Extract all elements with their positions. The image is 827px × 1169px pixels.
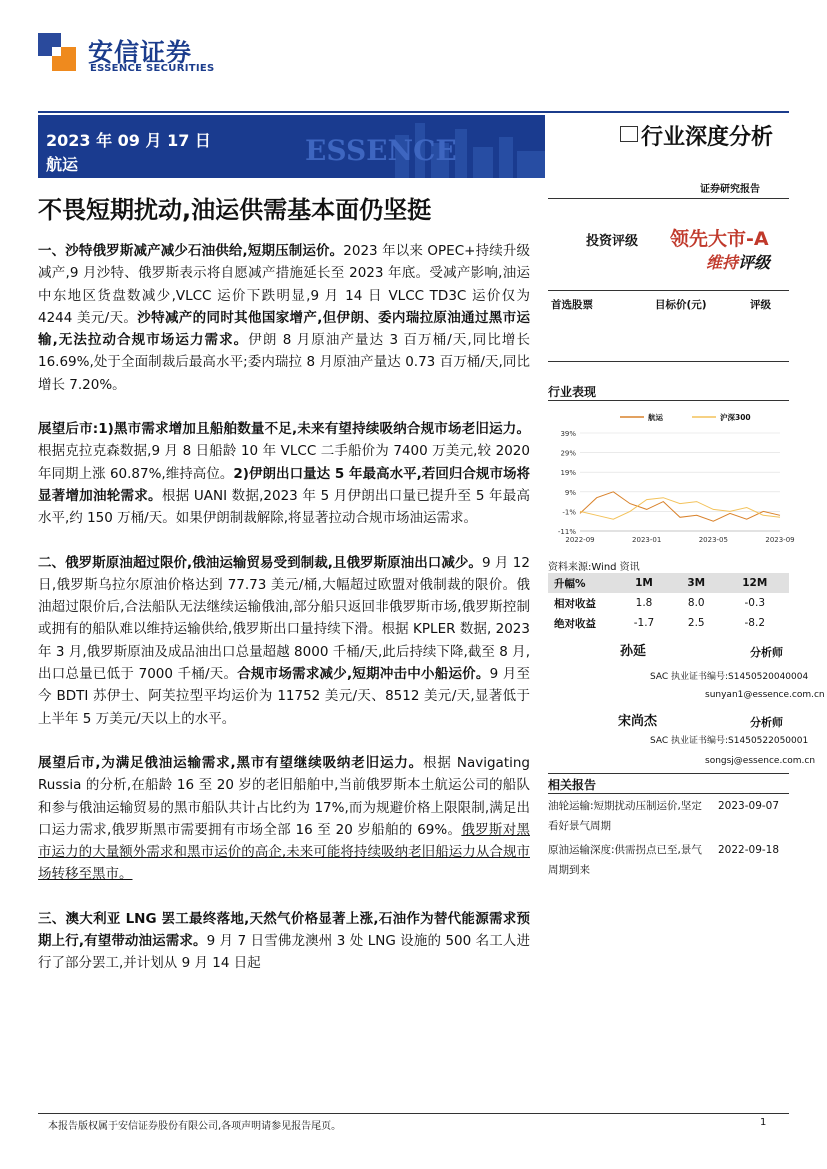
rating-status — [706, 250, 770, 273]
chart-series-line — [580, 492, 780, 521]
industry-performance-title: 行业表现 — [548, 385, 597, 399]
chart-y-tick-label: 29% — [560, 449, 576, 458]
perf-head-2: 3M — [672, 573, 721, 593]
legend-label: 沪深300 — [720, 413, 751, 422]
perf-row-label: 相对收益 — [554, 597, 596, 610]
paragraph-3 — [38, 552, 530, 730]
report-title: 不畏短期扰动,油运供需基本面仍坚挺 — [38, 196, 432, 224]
perf-head-0: 升幅% — [548, 573, 616, 593]
report-type-label: 行业深度分析 — [641, 125, 774, 150]
footer-rule — [38, 1113, 789, 1114]
essence-logo-icon — [38, 33, 76, 71]
paragraph-1 — [38, 240, 530, 396]
report-type — [620, 120, 773, 151]
perf-cell: 8.0 — [687, 597, 705, 609]
related-report-1-date: 2023-09-07 — [718, 800, 780, 812]
analyst-2-name: 宋尚杰 — [618, 714, 658, 729]
logo-text-en: ESSENCE SECURITIES — [90, 63, 215, 74]
performance-header-row — [548, 573, 789, 593]
chart-y-tick-label: 19% — [560, 469, 576, 478]
report-sector: 航运 — [46, 155, 79, 174]
city-skyline-icon — [245, 115, 545, 178]
chart-series — [580, 492, 780, 521]
p3-bold-2: 合规市场需求减少,短期冲击中小船运价。 — [237, 666, 490, 683]
chart-x-tick-label: 2023-05 — [698, 536, 728, 544]
header-rule — [38, 111, 789, 113]
chart-icon — [620, 126, 638, 142]
related-rule-top — [548, 773, 789, 774]
paragraph-2 — [38, 418, 530, 529]
p3-text-1: 9 月 12 日,俄罗斯乌拉尔原油价格达到 77.73 美元/桶,大幅超过欧盟对俄制裁的限价。俄油超过限价后,合法船队无法继续运输俄油,部分船只返回非俄罗斯市场,俄罗斯控制或拥有的船队难以维持运输供给,俄罗斯出口量持续下滑。根据 KPLER 数据, 2023 年 3 月,俄罗斯原油及成品油出口总量超越 8000 千桶/天,此后持续下降,截至 8 月,出口总量已低于 7000 千桶/天。 — [38, 554, 530, 683]
table-row — [548, 613, 789, 633]
p1-bold-1: 一、沙特俄罗斯减产减少石油供给,短期压制运价。 — [38, 243, 344, 259]
chart-y-tick-label: 9% — [564, 488, 576, 497]
perf-cell: -0.3 — [744, 597, 766, 609]
related-reports-title: 相关报告 — [548, 778, 597, 792]
perf-head-1: 1M — [616, 573, 672, 593]
chart-x-tick-label: 2023-09 — [765, 536, 795, 544]
related-report-1-title[interactable]: 油轮运输:短期扰动压制运价,坚定看好景气周期 — [548, 800, 702, 832]
chart-y-tick-label: -11% — [557, 528, 576, 536]
related-report-2-title[interactable]: 原油运输深度:供需拐点已至,景气周期到来 — [548, 844, 702, 876]
analyst-1-name: 孙延 — [620, 644, 647, 659]
stock-rule-top — [548, 290, 789, 291]
legend-label: 航运 — [648, 413, 663, 422]
p2-bold-2: 2)伊朗出口量达 5 年最高水平,若回归合规市场将显著增加油轮需求。 — [38, 465, 531, 504]
stock-rule-bottom — [548, 361, 789, 362]
analyst-1-role: 分析师 — [750, 646, 783, 659]
banner-watermark: ESSENCE — [305, 134, 457, 167]
chart-y-tick-label: -1% — [562, 508, 576, 517]
perf-row-label: 绝对收益 — [554, 617, 596, 630]
title-rule — [548, 198, 789, 199]
perf-rule — [548, 400, 789, 401]
stock-header-rating: 评级 — [750, 299, 771, 311]
rating-maintain: 维持 — [706, 253, 739, 272]
p2-bold-1: 1)黑市需求增加且船舶数量不足,未来有望持续吸纳合规市场老旧运力。 — [98, 421, 530, 438]
p2-lead: 展望后市: — [38, 421, 99, 438]
p1-text-1: 2023 年以来 OPEC+持续升级减产,9 月沙特、俄罗斯表示将自愿减产措施延长至 2023 年底。受减产影响,油运中东地区货盘数减少,VLCC 运价下跌明显,9 月 14 日 VLCC TD3C 运价仅为 4244 美元/天。 — [38, 243, 530, 326]
related-report-2-date: 2022-09-18 — [718, 844, 780, 856]
industry-performance-chart — [548, 403, 795, 553]
stock-header-target: 目标价(元) — [655, 299, 707, 311]
p4-underlined: 俄罗斯对黑市运力的大量额外需求和黑市运价的高企,未来可能将持续吸纳老旧船运力从合规市场转移至黑市。 — [38, 821, 530, 883]
rating-word: 评级 — [738, 253, 771, 272]
paragraph-4 — [38, 752, 530, 886]
p2-text-2: 根据 UANI 数据,2023 年 5 月伊朗出口量已提升至 5 年最高水平,约 150 万桶/天。如果伊朗制裁解除,将显著拉动合规市场油运需求。 — [38, 487, 531, 527]
chart-series-line — [580, 498, 780, 520]
chart-source: 资料来源:Wind 资讯 — [548, 562, 640, 573]
p5-bold-1: 三、澳大利亚 LNG 罢工最终落地,天然气价格显著上涨,石油作为替代能源需求预期上行,有望带动油运需求。 — [38, 910, 530, 950]
table-row — [548, 593, 789, 613]
chart-legend — [620, 412, 751, 422]
perf-cell: 2.5 — [687, 617, 705, 629]
chart-grid — [580, 433, 780, 531]
p2-text-1: 根据克拉克森数据,9 月 8 日船龄 10 年 VLCC 二手船价为 7400 万美元,较 2020 年同期上涨 60.87%,维持高位。 — [38, 443, 530, 482]
perf-cell: -1.7 — [633, 617, 655, 629]
perf-head-3: 12M — [721, 573, 789, 593]
report-category: 证券研究报告 — [700, 184, 760, 195]
related-rule-bottom — [548, 793, 789, 794]
performance-table — [548, 573, 789, 633]
rating-label: 投资评级 — [586, 234, 639, 249]
logo-text-cn: 安信证券 — [88, 38, 193, 67]
p3-text-2: 9 月至今 BDTI 苏伊士、阿芙拉型平均运价为 11752 美元/天、8512 美元/天,显著低于上半年 5 万美元/天以上的水平。 — [38, 666, 530, 727]
paragraph-5 — [38, 908, 530, 975]
analyst-2-license: SAC 执业证书编号:S1450522050001 — [650, 736, 809, 746]
footer-disclaimer: 本报告版权属于安信证券股份有限公司,各项声明请参见报告尾页。 — [48, 1121, 342, 1132]
perf-cell: -8.2 — [744, 617, 766, 629]
analyst-1-email[interactable]: sunyan1@essence.com.cn — [705, 690, 825, 700]
chart-y-ticks — [558, 430, 576, 536]
perf-cell: 1.8 — [635, 597, 653, 609]
chart-x-ticks — [565, 536, 794, 544]
p4-bold-1: 展望后市,为满足俄油运输需求,黑市有望继续吸纳老旧运力。 — [38, 754, 424, 771]
analyst-2-role: 分析师 — [750, 716, 783, 729]
p5-text-1: 9 月 7 日雪佛龙澳州 3 处 LNG 设施的 500 名工人进行了部分罢工,并计划从 9 月 14 日起 — [38, 933, 530, 972]
page-number: 1 — [760, 1117, 767, 1128]
main-body — [38, 240, 530, 997]
p1-bold-2: 沙特减产的同时其他国家增产,但伊朗、委内瑞拉原油通过黑市运输,无法拉动合规市场运力需求。 — [38, 309, 530, 349]
stock-header-name: 首选股票 — [551, 299, 593, 311]
rating-value: 领先大市-A — [670, 228, 769, 250]
report-date: 2023 年 09 月 17 日 — [46, 131, 211, 150]
analyst-2-email[interactable]: songsj@essence.com.cn — [705, 756, 816, 766]
p4-text-1: 根据 Navigating Russia 的分析,在船龄 16 至 20 岁的老旧船舶中,当前俄罗斯本土航运公司的船队和参与俄油运输贸易的黑市船队共计占比约为 17%,而为规避价格上限限制,满足出口运力需求,俄罗斯黑市需要拥有市场全部 16 至 20 岁船舶的 69%。 — [38, 754, 530, 838]
chart-x-tick-label: 2023-01 — [632, 536, 662, 544]
analyst-1-license: SAC 执业证书编号:S1450520040004 — [650, 672, 809, 682]
chart-y-tick-label: 39% — [560, 430, 576, 438]
chart-x-tick-label: 2022-09 — [565, 536, 595, 544]
p1-text-2: 伊朗 8 月原油产量达 3 百万桶/天,同比增长 16.69%,处于全面制裁后最高水平;委内瑞拉 8 月原油产量达 0.73 百万桶/天,同比增长 7.20%。 — [38, 332, 530, 393]
p3-bold-1: 二、俄罗斯原油超过限价,俄油运输贸易受到制裁,且俄罗斯原油出口减少。 — [38, 554, 482, 571]
